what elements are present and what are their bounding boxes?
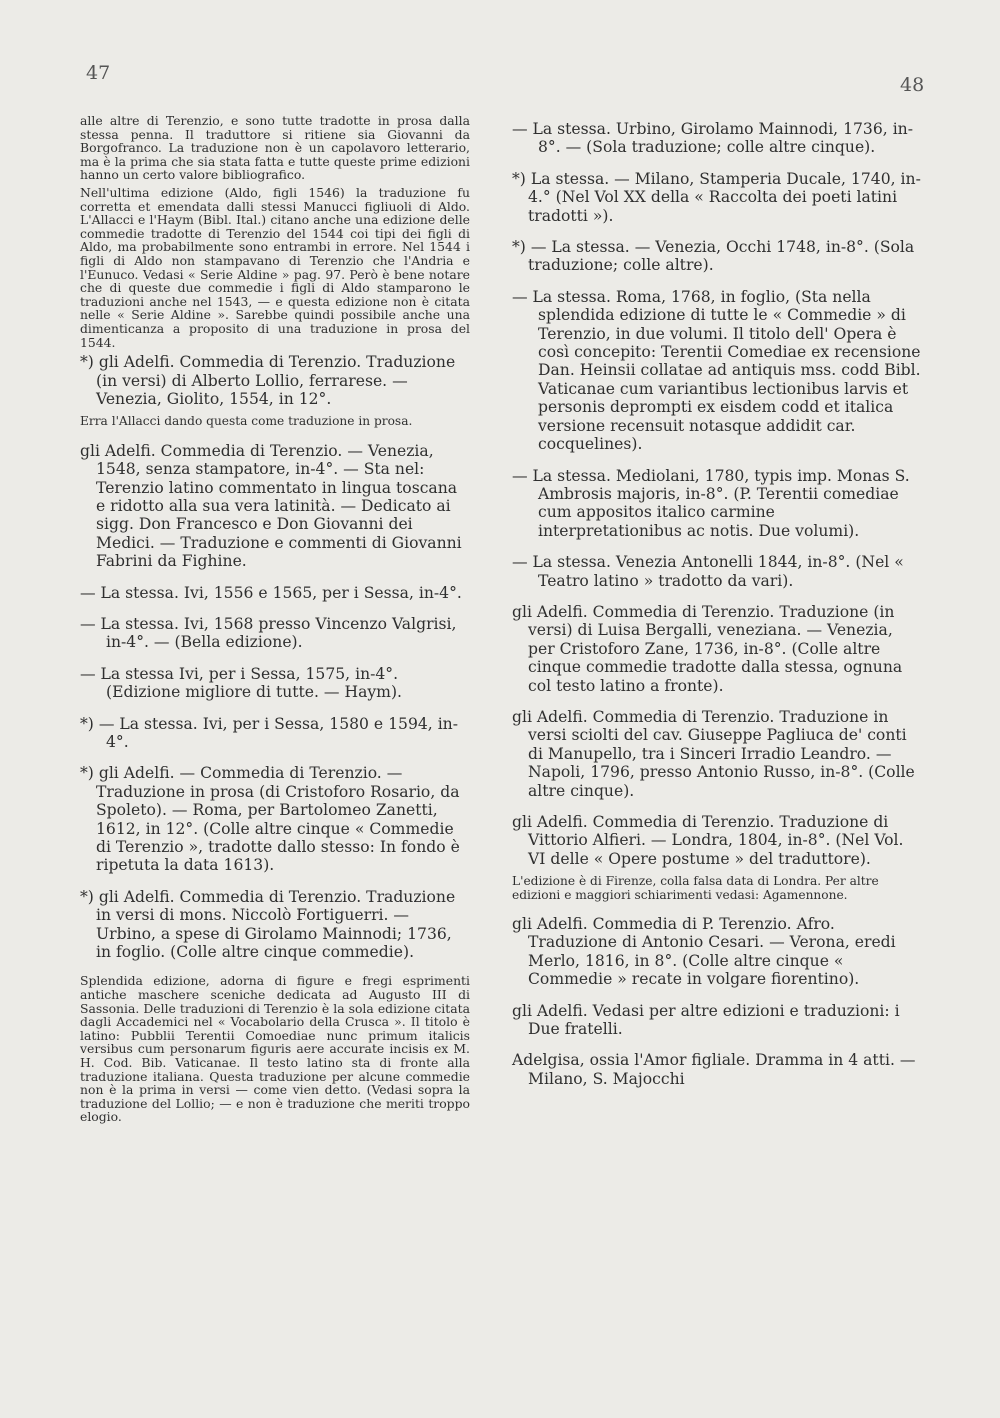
bibliography-entry: *) — La stessa. Ivi, per i Sessa, 1580 e 1594, in-4°. — [80, 714, 458, 751]
page-number-left: 47 — [86, 62, 111, 84]
footnote-paragraph: Splendida edizione, adorna di figure e fregi esprimenti antiche maschere sceniche dedicata ad Augusto III di Sassonia. Delle traduzioni di Terenzio è la sola edizione citata dagli Accademici nel « Vocabolario della Crusca ». Il titolo è latino: Pubblii Terentii Comoediae nunc primum italicis versibus cum personarum figuris aere accurate incisis ex M. H. Cod. Bib. Vaticanae. Il testo latino sta di fronte alla traduzione italiana. Questa traduzione per alcune commedie non è la prima in versi — come vien detto. (Vedasi sopra la traduzione del Lollio; — e non è traduzione che meriti troppo elogio. — [80, 973, 470, 1125]
entry-note: Erra l'Allacci dando questa come traduzione in prosa. — [80, 414, 413, 429]
bibliography-entry: — La stessa. Urbino, Girolamo Mainnodi, 1736, in-8°. — (Sola traduzione; colle altre cinque). — [512, 120, 913, 157]
bibliography-entry: — La stessa. Roma, 1768, in foglio, (Sta nella splendida edizione di tutte le « Commedie » di Terenzio, in due volumi. Il titolo dell' Opera è così concepito: Terentii Comediae ex recensione Dan. Heinsii collatae ad antiquis mss. codd Bibl. Vaticanae cum variantibus lectionibus larvis et personis deprompti ex eisdem codd et italica versione recensuit notasque addidit car. cocquelines). — [512, 287, 921, 454]
bibliography-entry: — La stessa. Venezia Antonelli 1844, in-8°. (Nel « Teatro latino » tradotto da vari). — [512, 553, 904, 590]
bibliography-entry: *) gli Adelfi. Commedia di Terenzio. Traduzione in versi di mons. Niccolò Fortiguerri. — Urbino, a spese di Girolamo Mainnodi; 1736, in foglio. (Colle altre cinque commedie). — [80, 887, 456, 962]
left-column — [80, 114, 470, 1128]
bibliography-entry: gli Adelfi. Commedia di Terenzio. Traduzione (in versi) di Luisa Bergalli, veneziana. — Venezia, per Cristoforo Zane, 1736, in-8°. (Colle altre cinque commedie tradotte dalla stessa, ognuna col testo latino a fronte). — [512, 602, 903, 695]
entry-note: L'edizione è di Firenze, colla falsa data di Londra. Per altre edizioni e maggiori schiarimenti vedasi: Agamennone. — [512, 874, 879, 902]
bibliography-entry: *) — La stessa. — Venezia, Occhi 1748, in-8°. (Sola traduzione; colle altre). — [512, 238, 915, 275]
bibliography-entry: gli Adelfi. Vedasi per altre edizioni e traduzioni: i Due fratelli. — [512, 1001, 900, 1039]
bibliography-entry: — La stessa. Mediolani, 1780, typis imp. Monas S. Ambrosis majoris, in-8°. (P. Terentii comediae cum appositos italico carmine interpretationibus ac notis. Due volumi). — [512, 466, 910, 540]
footnote-paragraph: Nell'ultima edizione (Aldo, figli 1546) la traduzione fu corretta et emendata dalli stessi Manucci figliuoli di Aldo. L'Allacci e l'Haym (Bibl. Ital.) citano anche una edizione delle commedie tradotte di Terenzio del 1544 coi tipi dei figli di Aldo, ma probabilmente sono entrambi in errore. Nel 1544 i figli di Aldo non stampavano di Terenzio che l'Andria e l'Eunuco. Vedasi « Serie Aldine » pag. 97. Però è bene notare che di queste due commedie i figli di Aldo stamparono le traduzioni anche nel 1543, — e questa edizione non è citata nelle « Serie Aldine ». Sarebbe quindi possibile anche una dimenticanza a proposito di una traduzione in prosa del 1544. — [80, 184, 470, 350]
page-number-right: 48 — [900, 74, 925, 96]
right-column — [512, 120, 922, 1101]
footnote-paragraph: alle altre di Terenzio, e sono tutte tradotte in prosa dalla stessa penna. Il traduttore si ritiene sia Giovanni da Borgofranco. La traduzione non è un capolavoro letterario, ma è la prima che sia stata fatta e tutte queste prime edizioni hanno un certo valore bibliografico. — [80, 113, 470, 183]
bibliography-entry: gli Adelfi. Commedia di Terenzio. — Venezia, 1548, senza stampatore, in-4°. — Sta nel: Terenzio latino commentato in lingua toscana e ridotto alla sua vera latinità. — Dedicato ai sigg. Don Francesco e Don Giovanni dei Medici. — Traduzione e commenti di Giovanni Fabrini da Fighine. — [80, 441, 462, 571]
bibliography-entry: gli Adelfi. Commedia di Terenzio. Traduzione di Vittorio Alfieri. — Londra, 1804, in-8°. (Nel Vol. VI delle « Opere postume » del traduttore). — [512, 813, 904, 868]
bibliography-entry: gli Adelfi. Commedia di Terenzio. Traduzione in versi sciolti del cav. Giuseppe Pagliuca de' conti di Manupello, tra i Sinceri Irradio Leandro. — Napoli, 1796, presso Antonio Russo, in-8°. (Colle altre cinque). — [512, 707, 915, 800]
bibliography-entry: gli Adelfi. Commedia di P. Terenzio. Afro. Traduzione di Antonio Cesari. — Verona, eredi Merlo, 1816, in 8°. (Colle altre cinque « Commedie » recate in volgare fiorentino). — [512, 915, 896, 989]
bibliography-entry: — La stessa. Ivi, 1556 e 1565, per i Sessa, in-4°. — [80, 583, 462, 602]
bibliography-entry: *) La stessa. — Milano, Stamperia Ducale, 1740, in-4.° (Nel Vol XX della « Raccolta dei poeti latini tradotti »). — [512, 169, 921, 225]
bibliography-entry: — La stessa. Ivi, 1568 presso Vincenzo Valgrisi, in-4°. — (Bella edizione). — [80, 614, 457, 652]
bibliography-entry: — La stessa Ivi, per i Sessa, 1575, in-4°. (Edizione migliore di tutte. — Haym). — [80, 664, 403, 702]
bibliography-entry: Adelgisa, ossia l'Amor figliale. Dramma in 4 atti. — Milano, S. Majocchi — [512, 1051, 916, 1088]
bibliography-entry: *) gli Adelfi. Commedia di Terenzio. Traduzione (in versi) di Alberto Lollio, ferrarese. — Venezia, Giolito, 1554, in 12°. — [80, 353, 456, 408]
bibliography-entry: *) gli Adelfi. — Commedia di Terenzio. — Traduzione in prosa (di Cristoforo Rosario, da Spoleto). — Roma, per Bartolomeo Zanetti, 1612, in 12°. (Colle altre cinque « Commedie di Terenzio », tradotte dallo stesso: In fondo è ripetuta la data 1613). — [80, 764, 460, 875]
